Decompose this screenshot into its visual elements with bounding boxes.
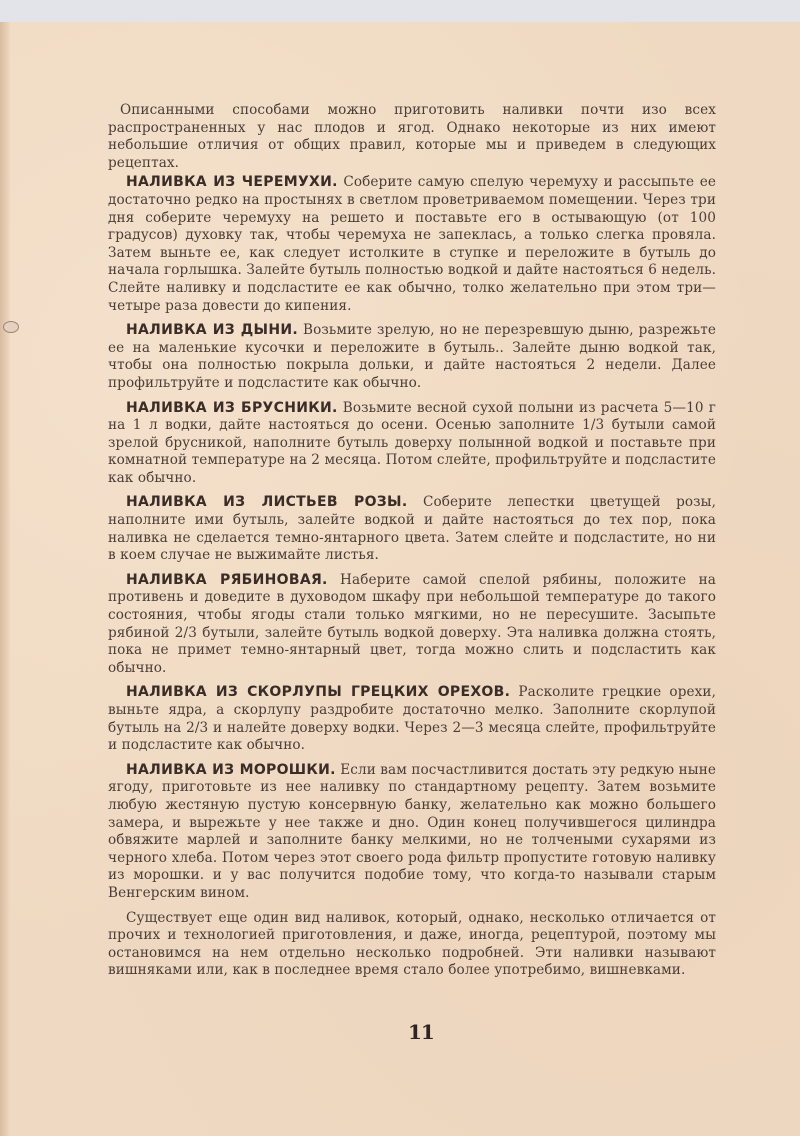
closing-paragraph: Существует еще один вид наливок, который, однако, несколько отличается от прочих и технологией приготовления, и даже, иногда, рецептурой, поэтому мы остановимся на нем отдельно несколько подробней. Эти наливки называют вишняками или, как в последнее время стало более употребимо, вишневками.: [108, 909, 716, 979]
recipe-ryabina: [108, 572, 716, 678]
recipe-title: НАЛИВКА ИЗ ЛИСТЬЕВ РОЗЫ.: [126, 494, 408, 511]
page-body: [108, 102, 716, 987]
recipe-rose-leaves: [108, 494, 716, 564]
recipe-cheremukha: [108, 174, 716, 315]
recipe-brusnika: [108, 400, 716, 488]
recipe-text: Расколите грецкие орехи, выньте ядра, а скорлупу раздробите достаточно мелко. Заполните скорлупой бутыль на 2/3 и налейте доверху водки. Через 2—3 месяца слейте, профильтруйте и подсластите как обычно.: [108, 684, 716, 754]
recipe-walnut-shells: [108, 684, 716, 754]
binding-staple: [3, 321, 19, 333]
recipe-text: Соберите лепестки цветущей розы, наполните ими бутыль, залейте водкой и дайте настояться до тех пор, пока наливка не сделается темно-янтарного цвета. Затем слейте и подсластите, но ни в коем случае не выжимайте листья.: [108, 494, 717, 564]
recipe-title: НАЛИВКА РЯБИНОВАЯ.: [126, 571, 328, 588]
recipe-text: Соберите самую спелую черемуху и рассыпьте ее достаточно редко на простынях в светлом проветриваемом помещении. Через три дня соберите черемуху на решето и поставьте его в остывающую (от 100 градусов) духовку так, чтобы черемуха не запеклась, а только слегка провяла. Затем выньте ее, как следует истолките в ступке и переложите в бутыль до начала горлышка. Залейте бутыль полностью водкой и дайте настояться 6 недель. Слейте наливку и подсластите ее как обычно, толко желательно при этом три—четыре раза довести до кипения.: [108, 174, 716, 314]
recipe-title: НАЛИВКА ИЗ МОРОШКИ.: [126, 761, 336, 778]
page-spine-edge: [0, 22, 10, 1136]
recipe-moroshka: [108, 762, 716, 903]
recipe-text: Наберите самой спелой рябины, положите на противень и доведите в духоводом шкафу при небольшой температуре до такого состояния, чтобы ягоды стали только мягкими, но не пересушите. Засыпьте рябиной 2/3 бутыли, залейте бутыль водкой доверху. Эта наливка должна стоять, пока не примет темно-янтарный цвет, тогда можно слить и подсластить как обычно.: [108, 571, 717, 676]
recipe-text: Возьмите весной сухой полыни из расчета 5—10 г на 1 л водки, дайте настояться до осени. Осенью заполните 1/3 бутыли самой зрелой брусникой, наполните бутыль доверху полынной водкой и поставьте при комнатной температуре на 2 месяца. Потом слейте, профильтруйте и подсластите как обычно.: [108, 399, 716, 486]
book-page: [0, 22, 800, 1136]
recipe-title: НАЛИВКА ИЗ СКОРЛУПЫ ГРЕЦКИХ ОРЕХОВ.: [126, 684, 511, 701]
page-number: 11: [408, 1020, 434, 1044]
intro-paragraph: Описанными способами можно приготовить наливки почти изо всех распространенных у нас плодов и ягод. Однако некоторые из них имеют небольшие отличия от общих правил, которые мы и приведем в следующих рецептах.: [108, 102, 716, 171]
recipe-title: НАЛИВКА ИЗ БРУСНИКИ.: [126, 399, 338, 416]
recipe-dynya: [108, 322, 716, 392]
recipe-text: Если вам посчастливится достать эту редкую ныне ягоду, приготовьте из нее наливку по стандартному рецепту. Затем возьмите любую жестяную пустую консервную банку, желательно как можно большего замера, и вырежьте у нее также и дно. Один конец получившегося цилиндра обвяжите марлей и заполните банку мелкими, но не толчеными сухарями из черного хлеба. Потом через этот своего рода фильтр пропустите готовую наливку из морошки. и у вас получится подобие тому, что когда-то называли старым Венгерским вином.: [108, 761, 717, 901]
recipe-title: НАЛИВКА ИЗ ЧЕРЕМУХИ.: [126, 174, 338, 191]
recipe-title: НАЛИВКА ИЗ ДЫНИ.: [126, 322, 298, 339]
recipe-text: Возьмите зрелую, но не перезревшую дыню, разрежьте ее на маленькие кусочки и переложите в бутыль.. Залейте дыню водкой так, чтобы она полностью покрыла дольки, и дайте настояться 2 недели. Далее профильтруйте и подсластите как обычно.: [108, 322, 716, 391]
